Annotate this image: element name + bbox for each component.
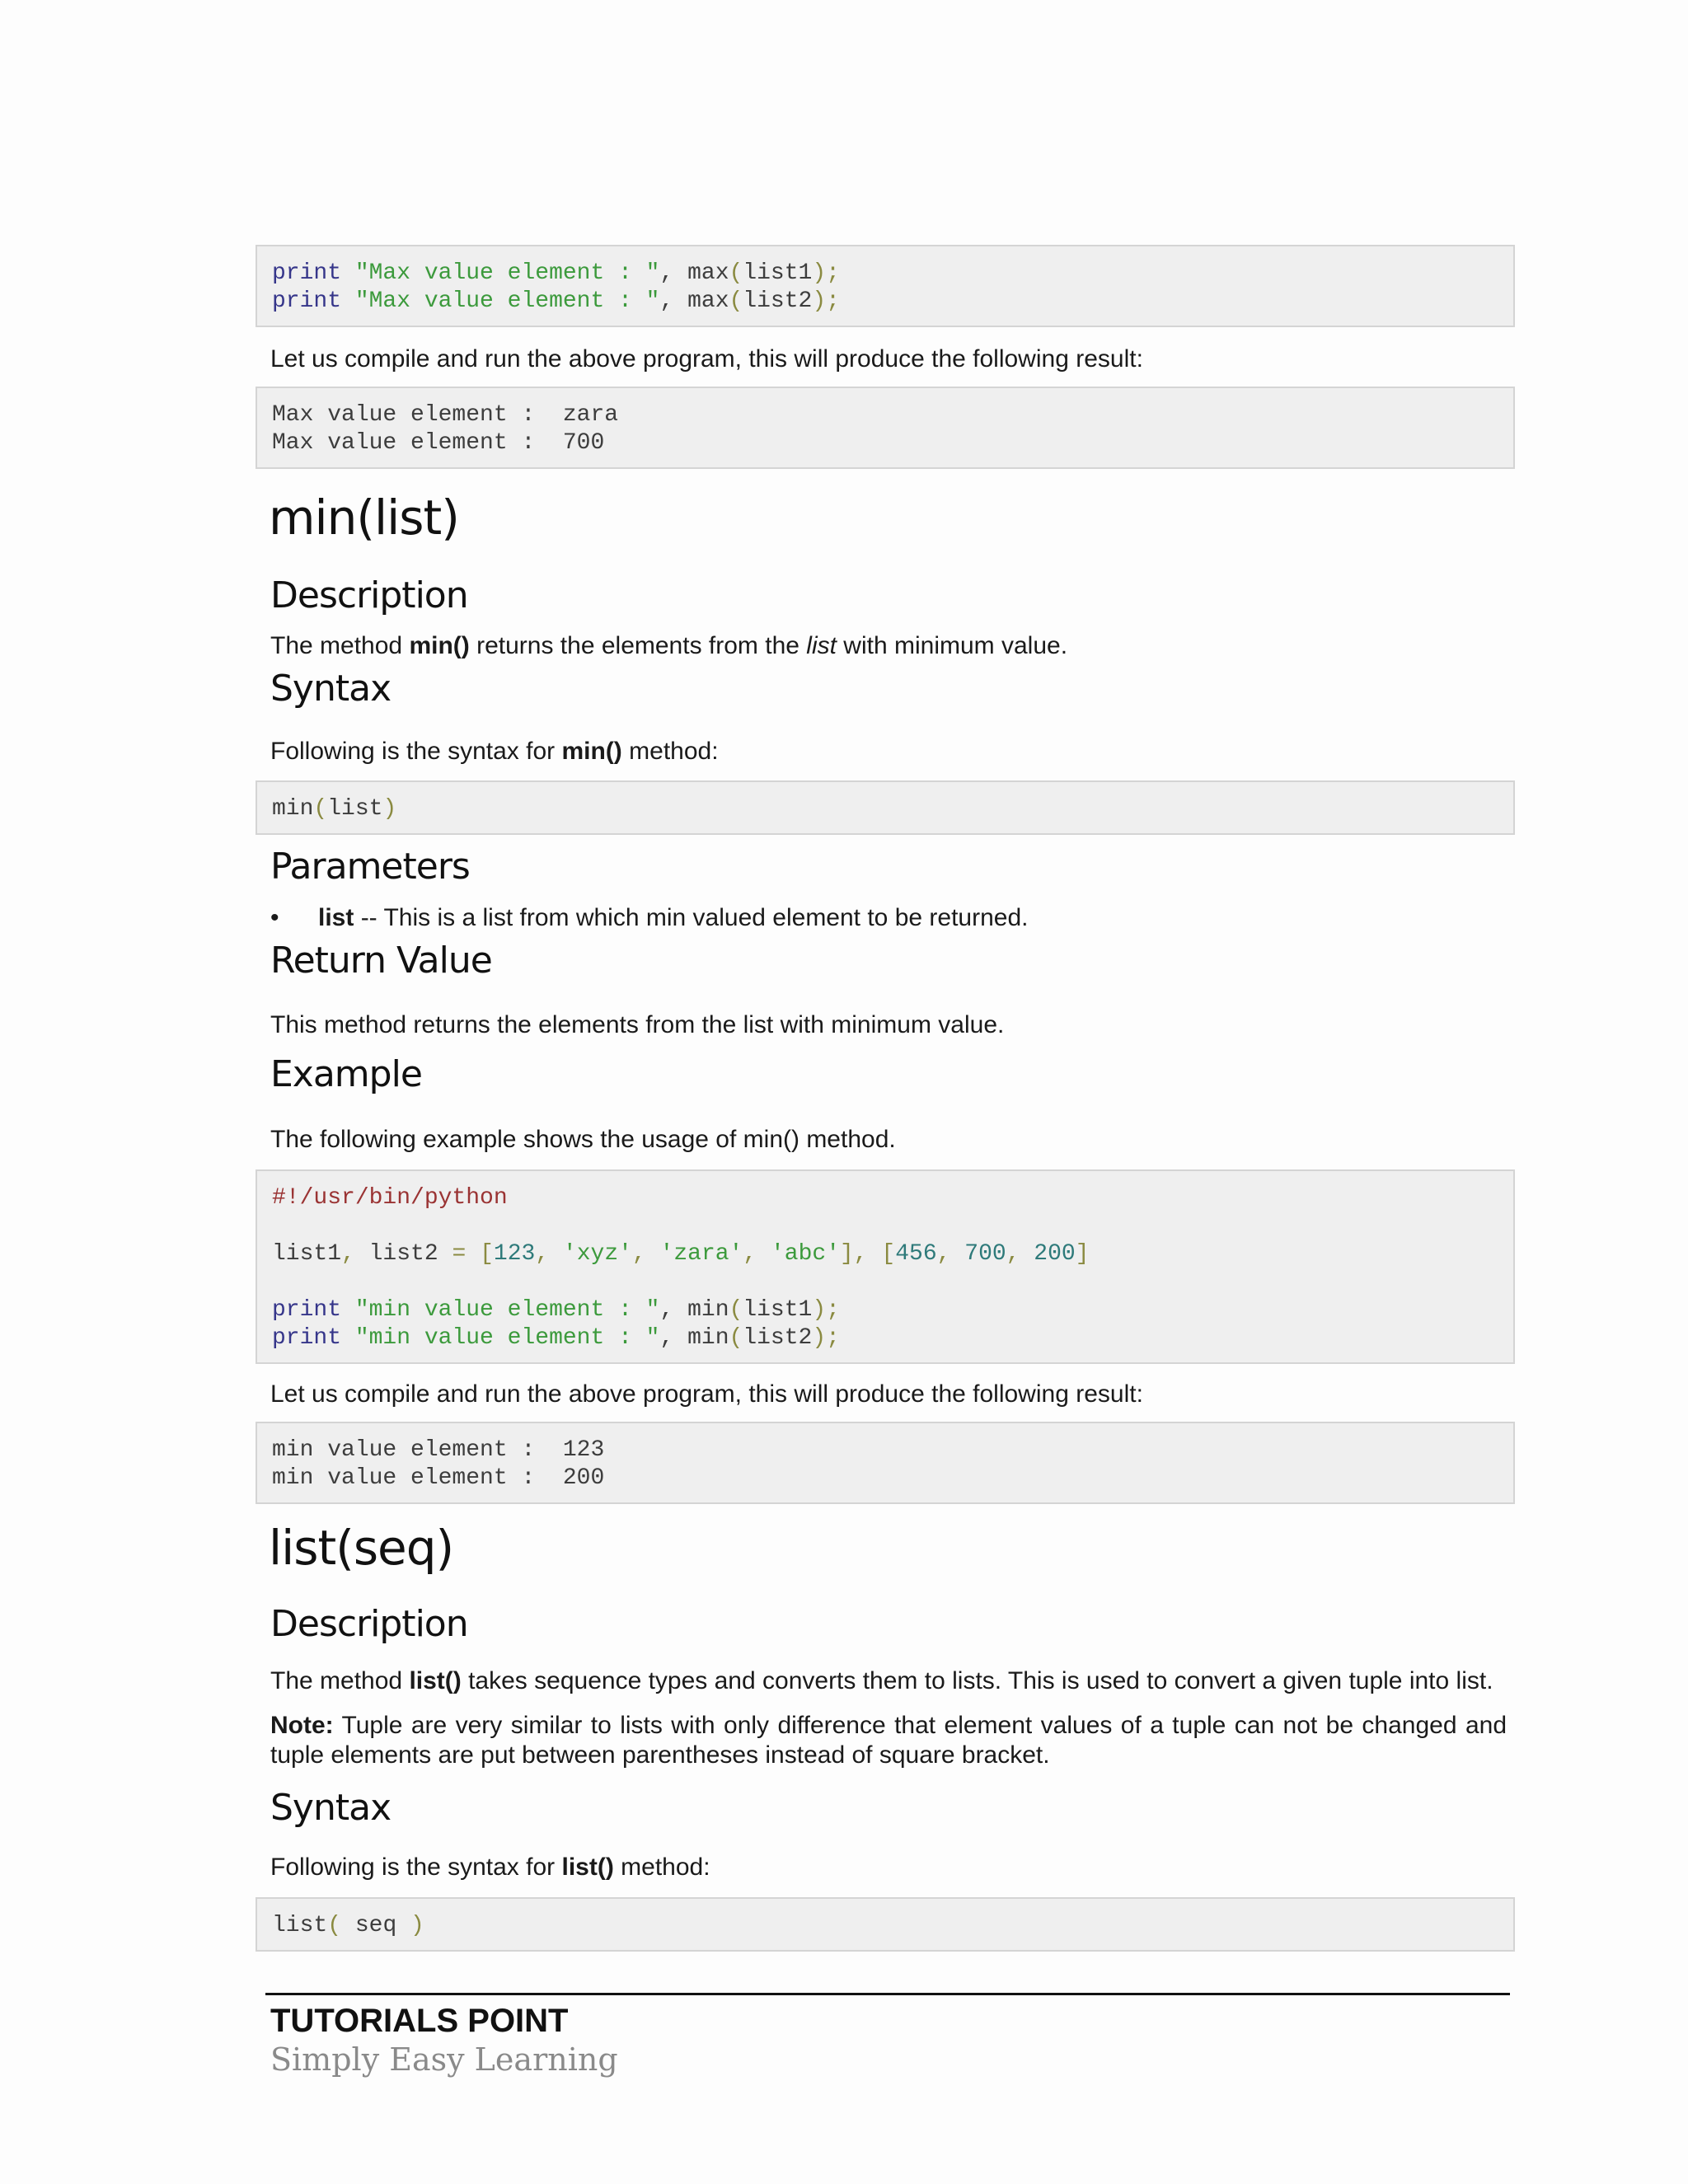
code-number: 200: [1034, 1241, 1076, 1267]
heading-return-value: Return Value: [270, 940, 492, 982]
parameter-desc: -- This is a list from which min valued element to be returned.: [354, 904, 1029, 931]
section-title-list: list(seq): [269, 1520, 454, 1576]
code-text: , min: [659, 1325, 729, 1351]
code-string: "Max value element : ": [354, 260, 660, 286]
text: with minimum value.: [836, 632, 1068, 659]
note-text: [270, 1711, 1507, 1770]
code-punct: ,: [341, 1241, 355, 1267]
code-text: , max: [659, 260, 729, 286]
code-comment: #!/usr/bin/python: [272, 1185, 508, 1211]
code-punct: );: [812, 260, 840, 286]
note-label: Note:: [270, 1712, 334, 1739]
footer-divider: [265, 1993, 1510, 1995]
code-punct: (: [729, 288, 743, 314]
text: Following is the syntax for: [270, 1854, 562, 1881]
compile-text: Let us compile and run the above program, this will produce the following result:: [270, 1380, 1143, 1408]
code-punct: (: [729, 260, 743, 286]
code-punct: );: [812, 1325, 840, 1351]
text: method:: [613, 1854, 710, 1881]
description-text: [270, 631, 1507, 661]
code-punct: ): [382, 796, 397, 822]
heading-syntax: Syntax: [270, 1787, 392, 1829]
code-keyword: print: [272, 1325, 342, 1351]
text: The method: [270, 632, 410, 659]
heading-example: Example: [270, 1053, 422, 1095]
code-number: 456: [895, 1241, 937, 1267]
code-text: list1: [743, 1297, 813, 1323]
code-punct: (: [729, 1297, 743, 1323]
code-line: [272, 1912, 1498, 1940]
text: Tuple are very similar to lists with only difference that element values of a tuple can not be changed and tuple elements are put between parentheses instead of square bracket.: [270, 1712, 1507, 1769]
code-number: 700: [964, 1241, 1006, 1267]
code-blank-line: [272, 1212, 1498, 1240]
return-text: This method returns the elements from the list with minimum value.: [270, 1011, 1005, 1038]
output-line: min value element : 200: [272, 1465, 605, 1491]
code-text: [868, 1241, 882, 1267]
code-blank-line: [272, 1268, 1498, 1296]
code-text: list2: [743, 1325, 813, 1351]
output-block-max: [256, 387, 1515, 469]
code-punct: ,: [936, 1241, 965, 1267]
syntax-intro: [270, 1853, 1507, 1882]
method-name: list(): [561, 1854, 614, 1881]
code-punct: (: [313, 796, 328, 822]
code-text: list: [272, 1913, 328, 1938]
syntax-code-list: [256, 1897, 1515, 1952]
text: returns the elements from the: [469, 632, 807, 659]
syntax-intro: [270, 737, 1507, 766]
example-intro: The following example shows the usage of min() method.: [270, 1126, 896, 1153]
code-text: list2: [354, 1241, 452, 1267]
code-punct: ): [410, 1913, 424, 1938]
section-title-min: min(list): [269, 490, 459, 546]
code-text: min: [272, 796, 314, 822]
code-line: [272, 1240, 1498, 1268]
code-punct: );: [812, 1297, 840, 1323]
syntax-code-min: [256, 780, 1515, 835]
code-text: , max: [659, 288, 729, 314]
code-punct: ]: [1075, 1241, 1090, 1267]
code-punct: ,: [631, 1241, 660, 1267]
bullet-icon: •: [270, 904, 279, 931]
code-number: 123: [493, 1241, 536, 1267]
code-text: , min: [659, 1297, 729, 1323]
code-string: 'xyz': [562, 1241, 632, 1267]
footer-brand: TUTORIALS POINT: [270, 2003, 569, 2039]
code-punct: ,: [743, 1241, 771, 1267]
code-line: [272, 795, 1498, 823]
code-punct: ,: [535, 1241, 563, 1267]
code-line: [272, 1296, 1498, 1324]
output-block-min: [256, 1422, 1515, 1504]
code-line: [272, 288, 1498, 316]
code-string: "min value element : ": [354, 1325, 660, 1351]
code-punct: =: [452, 1241, 467, 1267]
parameter-name: list: [318, 904, 354, 931]
code-text: list: [327, 796, 383, 822]
code-block-max-example: [256, 245, 1515, 327]
code-text: [466, 1241, 480, 1267]
method-name: min(): [409, 632, 470, 659]
code-punct: );: [812, 288, 840, 314]
code-keyword: print: [272, 288, 342, 314]
code-punct: [: [480, 1241, 494, 1267]
code-text: list1: [272, 1241, 342, 1267]
text: Following is the syntax for: [270, 738, 562, 765]
code-text: list1: [743, 260, 813, 286]
heading-description: Description: [270, 1603, 468, 1645]
compile-text: Let us compile and run the above program, this will produce the following result:: [270, 345, 1143, 373]
parameter-text: [318, 903, 1028, 933]
footer-tagline: Simply Easy Learning: [270, 2041, 618, 2078]
output-line: min value element : 123: [272, 1437, 605, 1463]
code-string: "Max value element : ": [354, 288, 660, 314]
output-line: Max value element : 700: [272, 430, 605, 456]
code-string: "min value element : ": [354, 1297, 660, 1323]
text: takes sequence types and converts them to lists. This is used to convert a given tuple into list.: [461, 1667, 1493, 1694]
code-string: 'abc': [770, 1241, 840, 1267]
code-line: [272, 260, 1498, 288]
text: method:: [621, 738, 719, 765]
code-line: [272, 1324, 1498, 1352]
code-punct: ,: [1006, 1241, 1034, 1267]
code-punct: [: [881, 1241, 896, 1267]
heading-syntax: Syntax: [270, 668, 392, 710]
code-punct: (: [327, 1913, 342, 1938]
method-name: list(): [409, 1667, 462, 1694]
heading-description: Description: [270, 574, 468, 616]
code-string: 'zara': [659, 1241, 743, 1267]
description-text: [270, 1666, 1507, 1696]
code-block-min-example: [256, 1169, 1515, 1364]
text: The method: [270, 1667, 410, 1694]
code-punct: (: [729, 1325, 743, 1351]
code-text: seq: [341, 1913, 411, 1938]
code-keyword: print: [272, 1297, 342, 1323]
term: list: [806, 632, 837, 659]
code-text: list2: [743, 288, 813, 314]
method-name: min(): [561, 738, 622, 765]
output-line: Max value element : zara: [272, 402, 619, 428]
code-keyword: print: [272, 260, 342, 286]
heading-parameters: Parameters: [270, 846, 470, 888]
code-punct: ],: [840, 1241, 868, 1267]
